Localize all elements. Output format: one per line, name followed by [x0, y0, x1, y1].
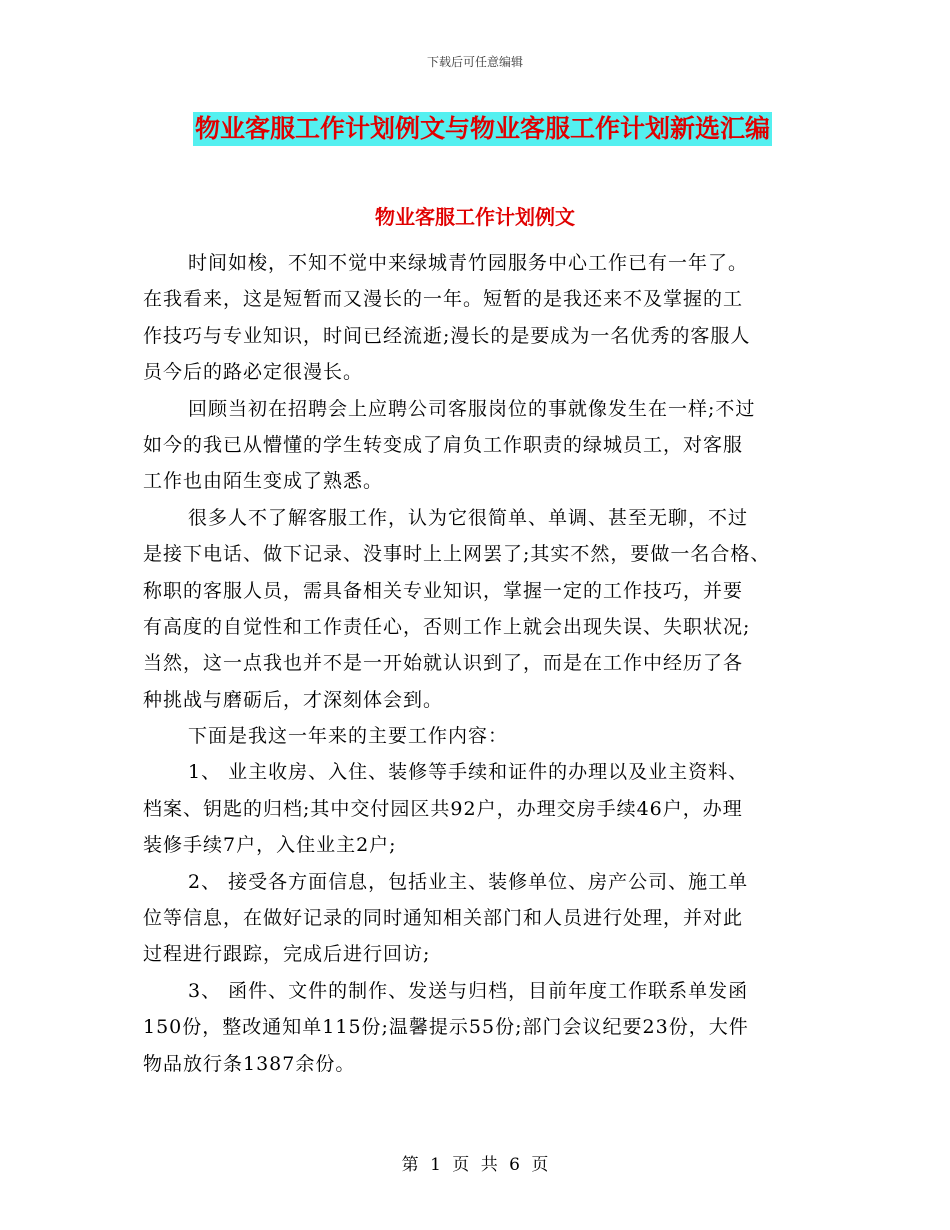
document-title: 物业客服工作计划例文与物业客服工作计划新选汇编: [193, 112, 772, 146]
paragraph-line: 称职的客服人员，需具备相关专业知识，掌握一定的工作技巧，并要: [143, 579, 744, 602]
paragraph-line: 种挑战与磨砺后，才深刻体会到。: [143, 688, 444, 711]
list-item-line: 3、 函件、文件的制作、发送与归档，目前年度工作联系单发函: [188, 979, 749, 1002]
document-body: [143, 245, 813, 1082]
paragraph-line: 作技巧与专业知识，时间已经流逝;漫长的是要成为一名优秀的客服人: [143, 324, 751, 347]
paragraph-line: 工作也由陌生变成了熟悉。: [143, 470, 384, 493]
paragraph-line: 在我看来，这是短暂而又漫长的一年。短暂的是我还来不及掌握的工: [143, 288, 744, 311]
page-number-footer: 第 1 页 共 6 页: [401, 1155, 549, 1175]
list-item-line: 档案、钥匙的归档;其中交付园区共92户，办理交房手续46户，办理: [143, 797, 743, 820]
list-item-line: 2、 接受各方面信息，包括业主、装修单位、房产公司、施工单: [188, 870, 749, 893]
paragraph-line: 如今的我已从懵懂的学生转变成了肩负工作职责的绿城员工，对客服: [143, 433, 744, 456]
paragraph-line: 回顾当初在招聘会上应聘公司客服岗位的事就像发生在一样;不过: [188, 397, 756, 420]
paragraph-line: 下面是我这一年来的主要工作内容：: [188, 725, 509, 748]
paragraph-line: 当然，这一点我也并不是一开始就认识到了，而是在工作中经历了各: [143, 652, 744, 675]
list-item-line: 装修手续7户，入住业主2户;: [143, 834, 397, 857]
paragraph-line: 员今后的路必定很漫长。: [143, 361, 364, 384]
list-item-line: 位等信息，在做好记录的同时通知相关部门和人员进行处理，并对此: [143, 907, 744, 930]
list-item-line: 150份，整改通知单115份;温馨提示55份;部门会议纪要23份，大件: [143, 1016, 749, 1039]
paragraph-line: 是接下电话、做下记录、没事时上上网罢了;其实不然，要做一名合格、: [143, 543, 771, 566]
list-item-line: 过程进行跟踪，完成后进行回访;: [143, 943, 431, 966]
paragraph-line: 很多人不了解客服工作，认为它很简单、单调、甚至无聊，不过: [188, 506, 749, 529]
list-item-line: 1、 业主收房、入住、装修等手续和证件的办理以及业主资料、: [188, 761, 749, 784]
paragraph-line: 有高度的自觉性和工作责任心，否则工作上就会出现失误、失职状况;: [143, 615, 751, 638]
page-header-note: 下载后可任意编辑: [426, 55, 523, 69]
paragraph-line: 时间如梭，不知不觉中来绿城青竹园服务中心工作已有一年了。: [188, 252, 749, 274]
list-item-line: 物品放行条1387余份。: [143, 1052, 356, 1075]
section-title: 物业客服工作计划例文: [375, 205, 575, 229]
